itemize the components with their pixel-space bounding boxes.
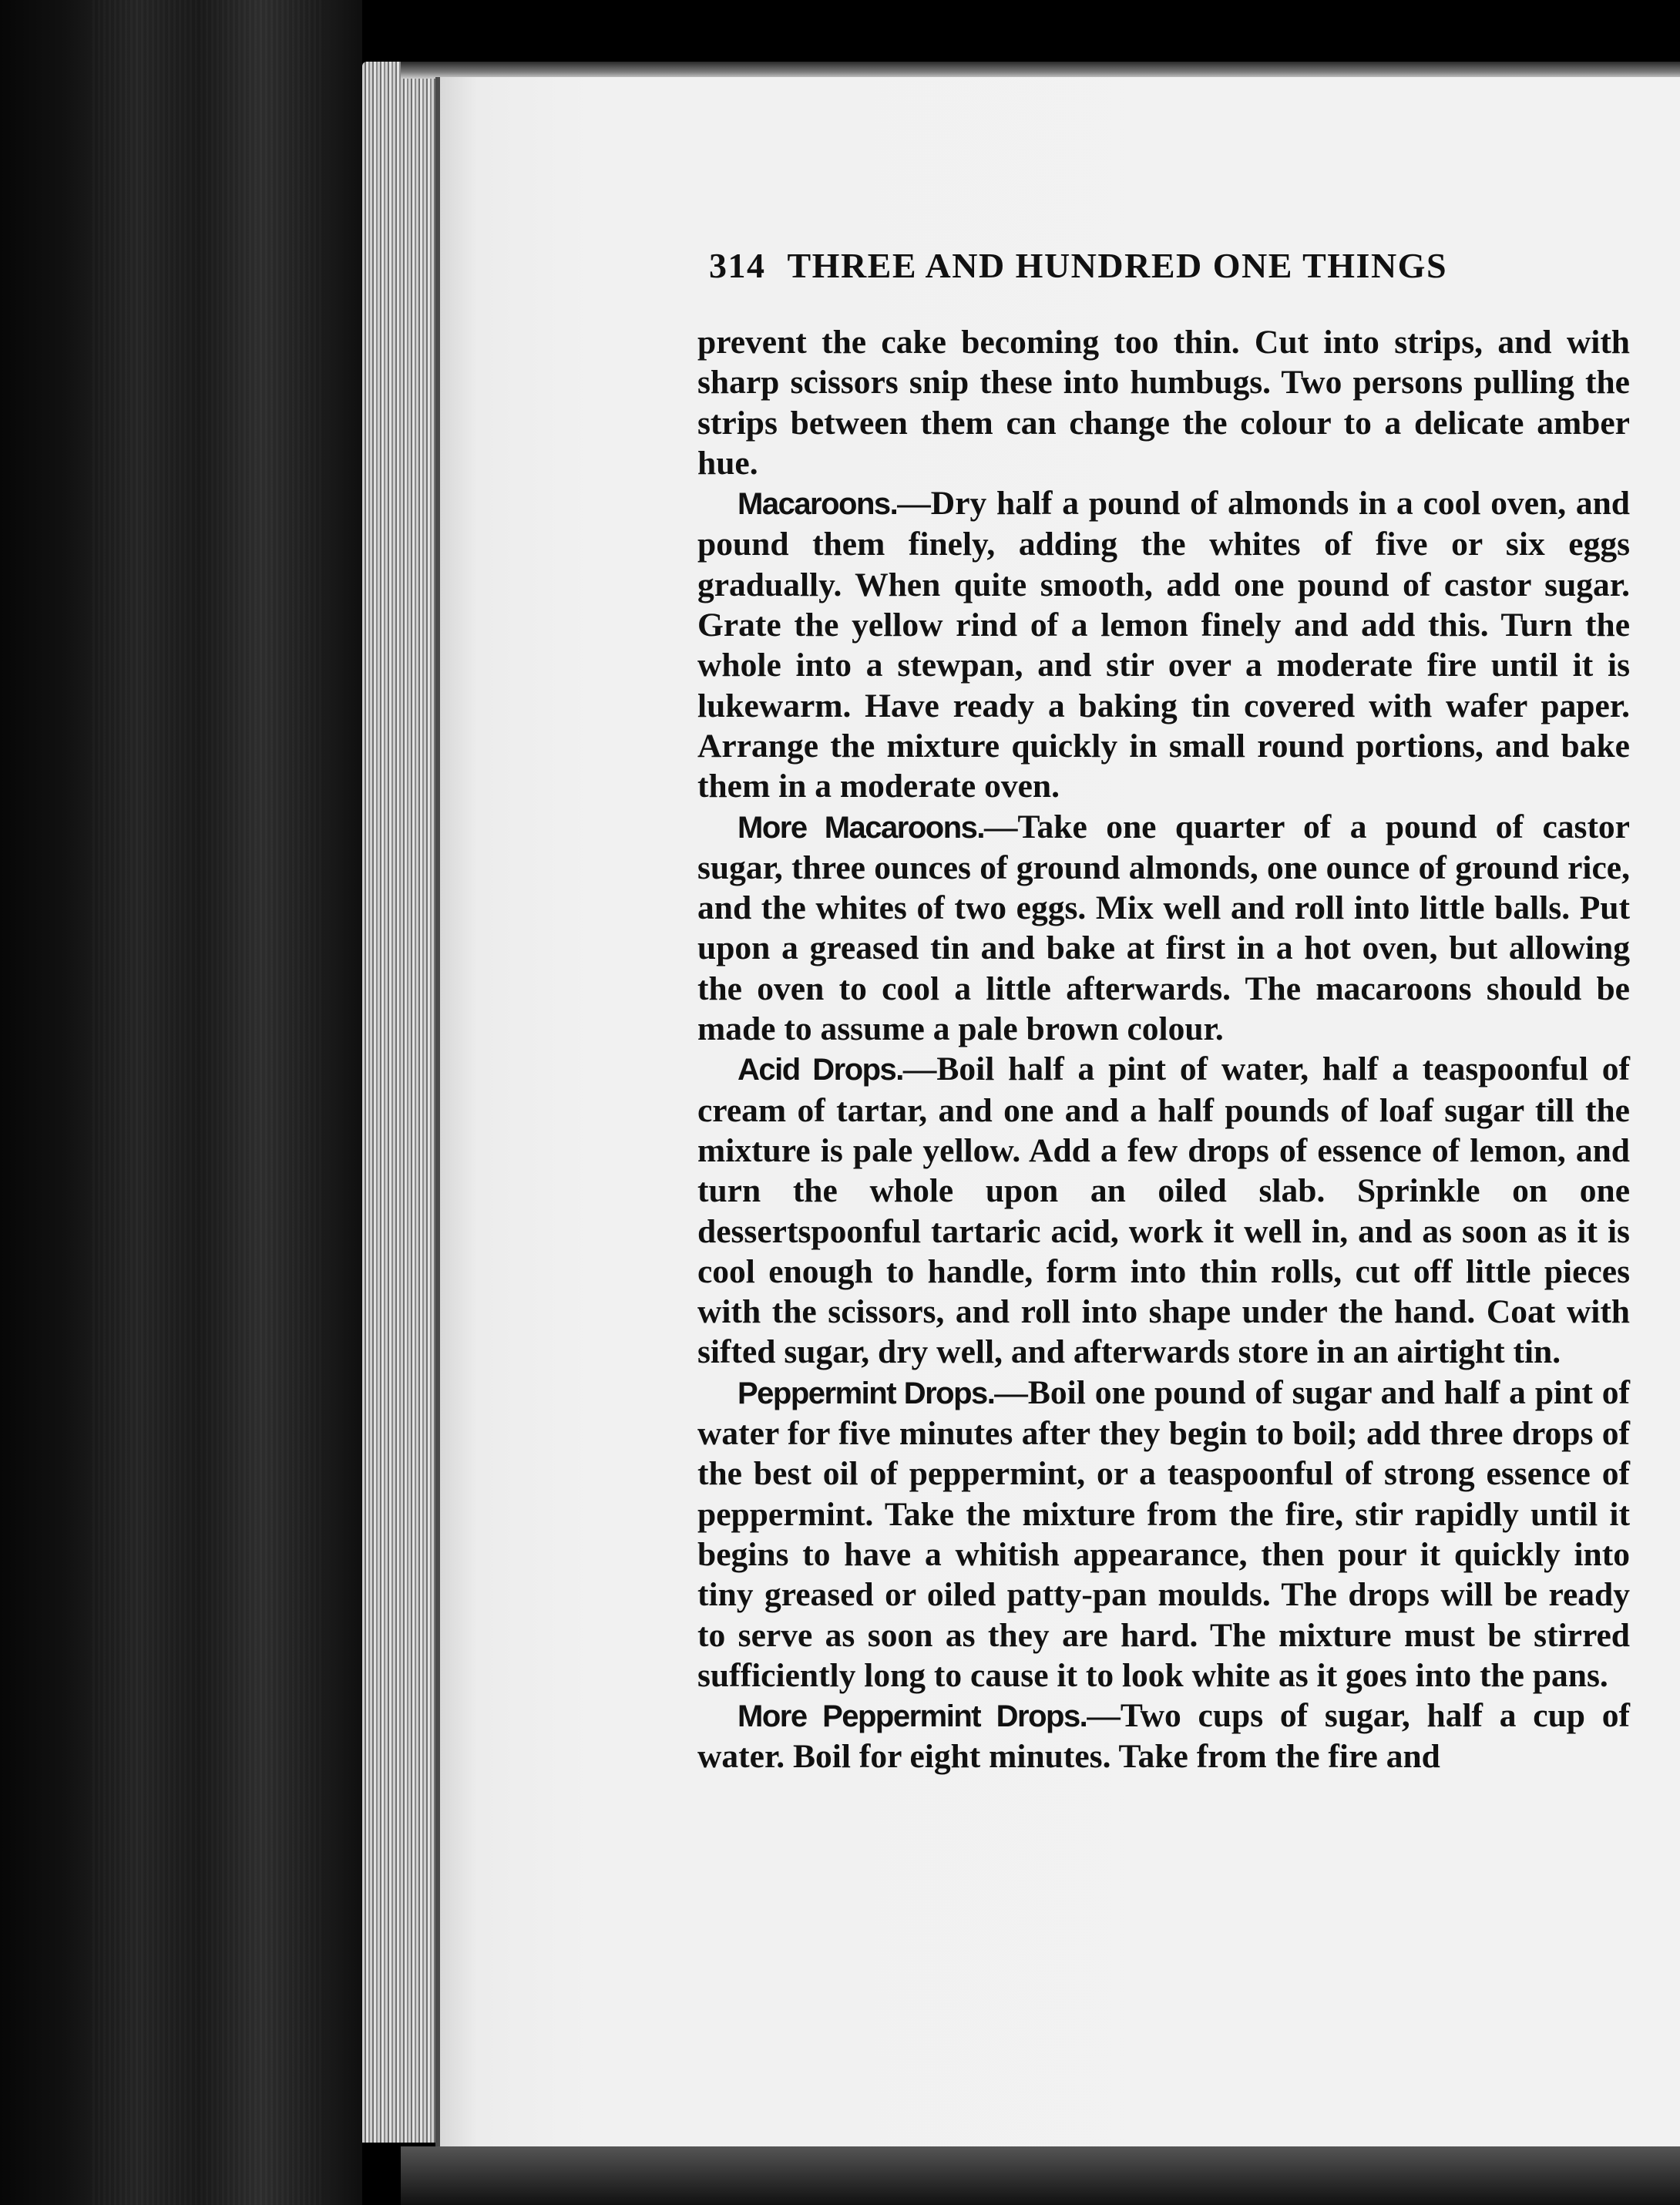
paragraph-text: prevent the cake becoming too thin. Cut into strips, and with sharp scissors snip these into humbugs. Two persons pulling the strips between them can change the colour to a delicate amber hue. xyxy=(697,324,1630,482)
running-title: THREE AND HUNDRED ONE THINGS xyxy=(787,246,1448,285)
recipe-text: —Take one quarter of a pound of castor sugar, three ounces of ground almonds, one ounce of ground rice, and the whites of two eggs. Mix well and roll into little balls. Put upon a greased tin and bake at first in a hot oven, but allowing the oven to cool a little afterwards. The macaroons should be made to assume a pale brown colour. xyxy=(697,808,1630,1048)
recipe-text: —Boil half a pint of water, half a teaspoonful of cream of tartar, and one and a half pounds of loaf sugar till the mixture is pale yellow. Add a few drops of essence of lemon, and turn the whole upon an oiled slab. Sprinkle on one dessertspoonful tartaric acid, work it well in, and as soon as it is cool enough to handle, form into thin rolls, cut off little pieces with the scissors, and roll into shape under the hand. Coat with sifted sugar, dry well, and afterwards store in an airtight tin. xyxy=(697,1050,1630,1371)
recipe-peppermint-drops xyxy=(697,1373,1630,1696)
paragraph-continuation xyxy=(697,322,1630,483)
running-header xyxy=(709,245,1630,291)
recipe-heading: Macaroons. xyxy=(738,487,898,522)
recipe-more-macaroons xyxy=(697,807,1630,1050)
recipe-acid-drops xyxy=(697,1049,1630,1372)
recipe-more-peppermint-drops xyxy=(697,1696,1630,1777)
page-number: 314 xyxy=(709,246,766,285)
recipe-macaroons xyxy=(697,483,1630,806)
recipe-text: —Boil one pound of sugar and half a pint of water for five minutes after they begin to boil; add three drops of the best oil of peppermint, or a teaspoonful of strong essence of peppermint. Take the mixture from the fire, stir rapidly until it begins to have a whitish appearance, then pour it quickly into tiny greased or oiled patty-pan moulds. The drops will be ready to serve as soon as they are hard. The mixture must be stirred sufficiently long to cause it to look white as it goes into the pans. xyxy=(697,1373,1630,1694)
recipe-heading: More Peppermint Drops. xyxy=(738,1699,1087,1734)
recipe-heading: Acid Drops. xyxy=(738,1053,903,1087)
page-edges xyxy=(362,62,435,2143)
recipe-text: —Dry half a pound of almonds in a cool oven, and pound them finely, adding the whites of five or six eggs gradually. When quite smooth, add one pound of castor sugar. Grate the yellow rind of a lemon finely and add this. Turn the whole into a stewpan, and stir over a moderate fire until it is lukewarm. Have ready a baking tin covered with wafer paper. Arrange the mixture quickly in small round portions, and bake them in a moderate oven. xyxy=(697,485,1630,805)
spine-texture xyxy=(92,0,324,2205)
recipe-text: —Two cups of sugar, half a cup of water. Boil for eight minutes. Take from the fire and xyxy=(697,1697,1631,1776)
page-top-edge xyxy=(401,62,1680,79)
recipe-heading: More Macaroons. xyxy=(738,810,985,845)
recipe-heading: Peppermint Drops. xyxy=(738,1376,995,1410)
page-bottom-shadow xyxy=(401,2146,1680,2205)
page-body xyxy=(697,322,1630,1777)
